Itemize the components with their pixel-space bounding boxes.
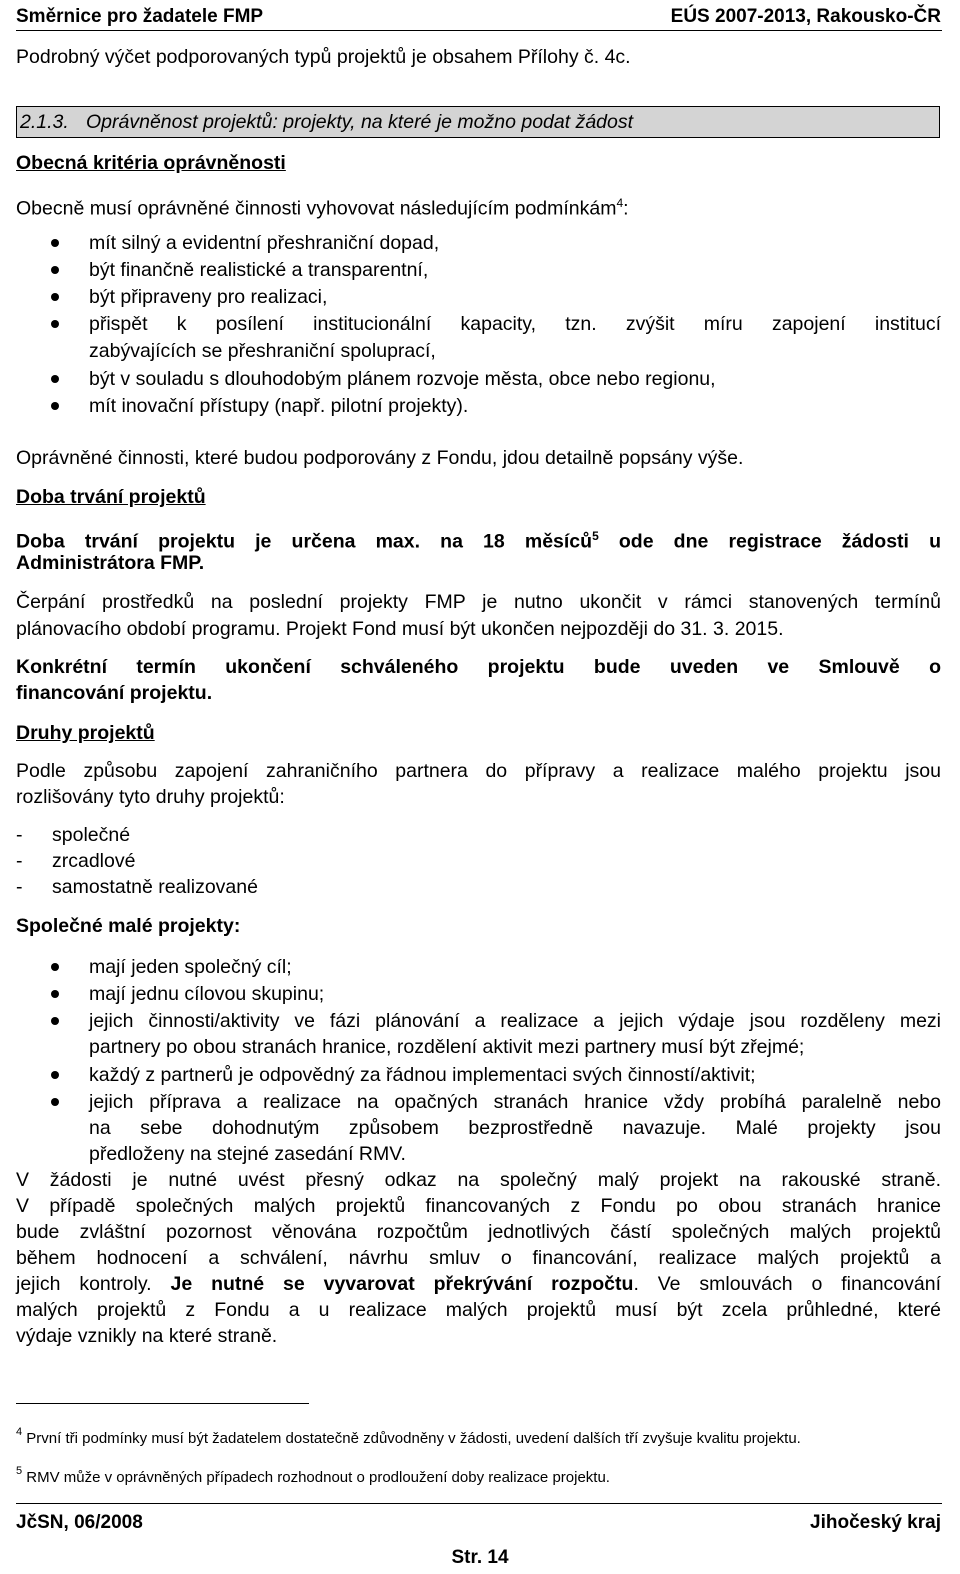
joint-closing-line: V případě společných malých projektů financovaných z Fondu po obou stranách hranice xyxy=(16,1195,941,1217)
types-dash-item: - zrcadlové xyxy=(16,850,136,872)
joint-closing-line: výdaje vznikly na které straně. xyxy=(16,1325,278,1347)
intro-text: Podrobný výčet podporovaných typů projektů je obsahem Přílohy č. 4c. xyxy=(16,46,631,68)
bullet-icon xyxy=(51,1071,59,1079)
bullet-icon xyxy=(51,402,59,410)
criteria-item: být finančně realistické a transparentní, xyxy=(16,257,941,283)
bullet-icon xyxy=(51,266,59,274)
duration-heading: Doba trvání projektů xyxy=(16,486,206,508)
page-number: Str. 14 xyxy=(451,1547,509,1568)
footnote-4: $^4$ První tři podmínky musí být žadatelem dostatečně zdůvodněny v žádosti, uvedení dalších tří zvyšuje kvalitu projektu. xyxy=(16,1426,801,1447)
criteria-item-cont: zabývajících se přeshraniční spoluprací, xyxy=(89,340,436,362)
criteria-item: přispět k posílení institucionální kapacity, tzn. zvýšit míru zapojení institucí xyxy=(16,311,941,337)
criteria-item: být připraveny pro realizaci, xyxy=(16,284,941,310)
bullet-icon xyxy=(51,239,59,247)
joint-closing-line: V žádosti je nutné uvést přesný odkaz na společný malý projekt na rakouské straně. xyxy=(16,1169,941,1191)
duration-p1-line1: Čerpání prostředků na poslední projekty FMP je nutno ukončit v rámci stanovených termínů xyxy=(16,591,941,613)
bullet-icon xyxy=(51,1098,59,1106)
bullet-icon xyxy=(51,990,59,998)
duration-bold-line1: Doba trvání projektu je určena max. na 18 měsíců$^5$ ode dne registrace žádosti u xyxy=(16,529,942,553)
joint-closing-line: během hodnocení a schválení, návrhu smluv o financování, realizace malých projektů a xyxy=(16,1247,941,1269)
joint-closing-line: malých projektů z Fondu a u realizace malých projektů musí být zcela průhledné, které xyxy=(16,1299,941,1321)
footer-right: Jihočeský kraj xyxy=(810,1512,941,1533)
types-dash-item: - společné xyxy=(16,824,131,846)
header-left: Směrnice pro žadatele FMP xyxy=(16,6,264,27)
joint-item-cont: partnery po obou stranách hranice, rozdělení aktivit mezi partnery musí být zřejmé; xyxy=(89,1036,805,1058)
header-right: EÚS 2007-2013, Rakousko-ČR xyxy=(670,6,941,27)
duration-p2-line2: financování projektu. xyxy=(16,682,213,704)
criteria-item: mít silný a evidentní přeshraniční dopad, xyxy=(16,230,941,256)
section-title: Oprávněnost projektů: projekty, na které je možno podat žádost xyxy=(86,111,634,133)
footer-rule xyxy=(16,1503,942,1504)
joint-item: jejich činnosti/aktivity ve fázi plánování a realizace a jejich výdaje jsou rozděleny mezi xyxy=(16,1008,941,1034)
bullet-icon xyxy=(51,293,59,301)
footnote-5: $^5$ RMV může v oprávněných případech rozhodnout o prodloužení doby realizace projektu. xyxy=(16,1465,610,1486)
types-heading: Druhy projektů xyxy=(16,722,155,744)
section-number: 2.1.3. xyxy=(20,111,69,133)
footnote-rule xyxy=(16,1403,309,1404)
types-p-line2: rozlišovány tyto druhy projektů: xyxy=(16,786,285,808)
bullet-icon xyxy=(51,1017,59,1025)
duration-p1-line2: plánovacího období programu. Projekt Fond musí být ukončen nejpozději do 31. 3. 2015. xyxy=(16,618,784,640)
duration-p2-line1: Konkrétní termín ukončení schváleného projektu bude uveden ve Smlouvě o xyxy=(16,656,941,678)
types-dash-item: - samostatně realizované xyxy=(16,876,258,898)
duration-bold-line2: Administrátora FMP. xyxy=(16,552,205,574)
joint-closing-line: bude zvláštní pozornost věnována rozpočtům jednotlivých částí společných malých projektů xyxy=(16,1221,941,1243)
criteria-lead: Obecně musí oprávněné činnosti vyhovovat následujícím podmínkám$^4$: xyxy=(16,196,629,220)
joint-item-cont: na sebe dohodnutým způsobem bezprostředně navazuje. Malé projekty jsou xyxy=(89,1117,941,1139)
criteria-item: být v souladu s dlouhodobým plánem rozvoje města, obce nebo regionu, xyxy=(16,366,941,392)
bullet-icon xyxy=(51,963,59,971)
joint-item-cont: předloženy na stejné zasedání RMV. xyxy=(89,1143,406,1165)
joint-item: mají jednu cílovou skupinu; xyxy=(16,981,941,1007)
types-p-line1: Podle způsobu zapojení zahraničního partnera do přípravy a realizace malého projektu jsou xyxy=(16,760,941,782)
bullet-icon xyxy=(51,320,59,328)
header-rule xyxy=(16,30,942,31)
joint-item: mají jeden společný cíl; xyxy=(16,954,941,980)
bullet-icon xyxy=(51,375,59,383)
joint-closing-bold: Je nutné se vyvarovat překrývání rozpočtu xyxy=(170,1273,634,1295)
criteria-item: mít inovační přístupy (např. pilotní projekty). xyxy=(16,393,941,419)
section-title-box xyxy=(16,106,940,138)
joint-item: jejich příprava a realizace na opačných stranách hranice vždy probíhá paralelně nebo xyxy=(16,1089,941,1115)
joint-closing-line: jejich kontroly. Je nutné se vyvarovat překrývání rozpočtu. Ve smlouvách o financování xyxy=(16,1273,941,1295)
criteria-note: Oprávněné činnosti, které budou podporovány z Fondu, jdou detailně popsány výše. xyxy=(16,447,744,469)
criteria-heading: Obecná kritéria oprávněnosti xyxy=(16,152,286,174)
footer-left: JčSN, 06/2008 xyxy=(16,1512,143,1533)
joint-item: každý z partnerů je odpovědný za řádnou implementaci svých činností/aktivit; xyxy=(16,1062,941,1088)
joint-heading: Společné malé projekty: xyxy=(16,915,241,937)
